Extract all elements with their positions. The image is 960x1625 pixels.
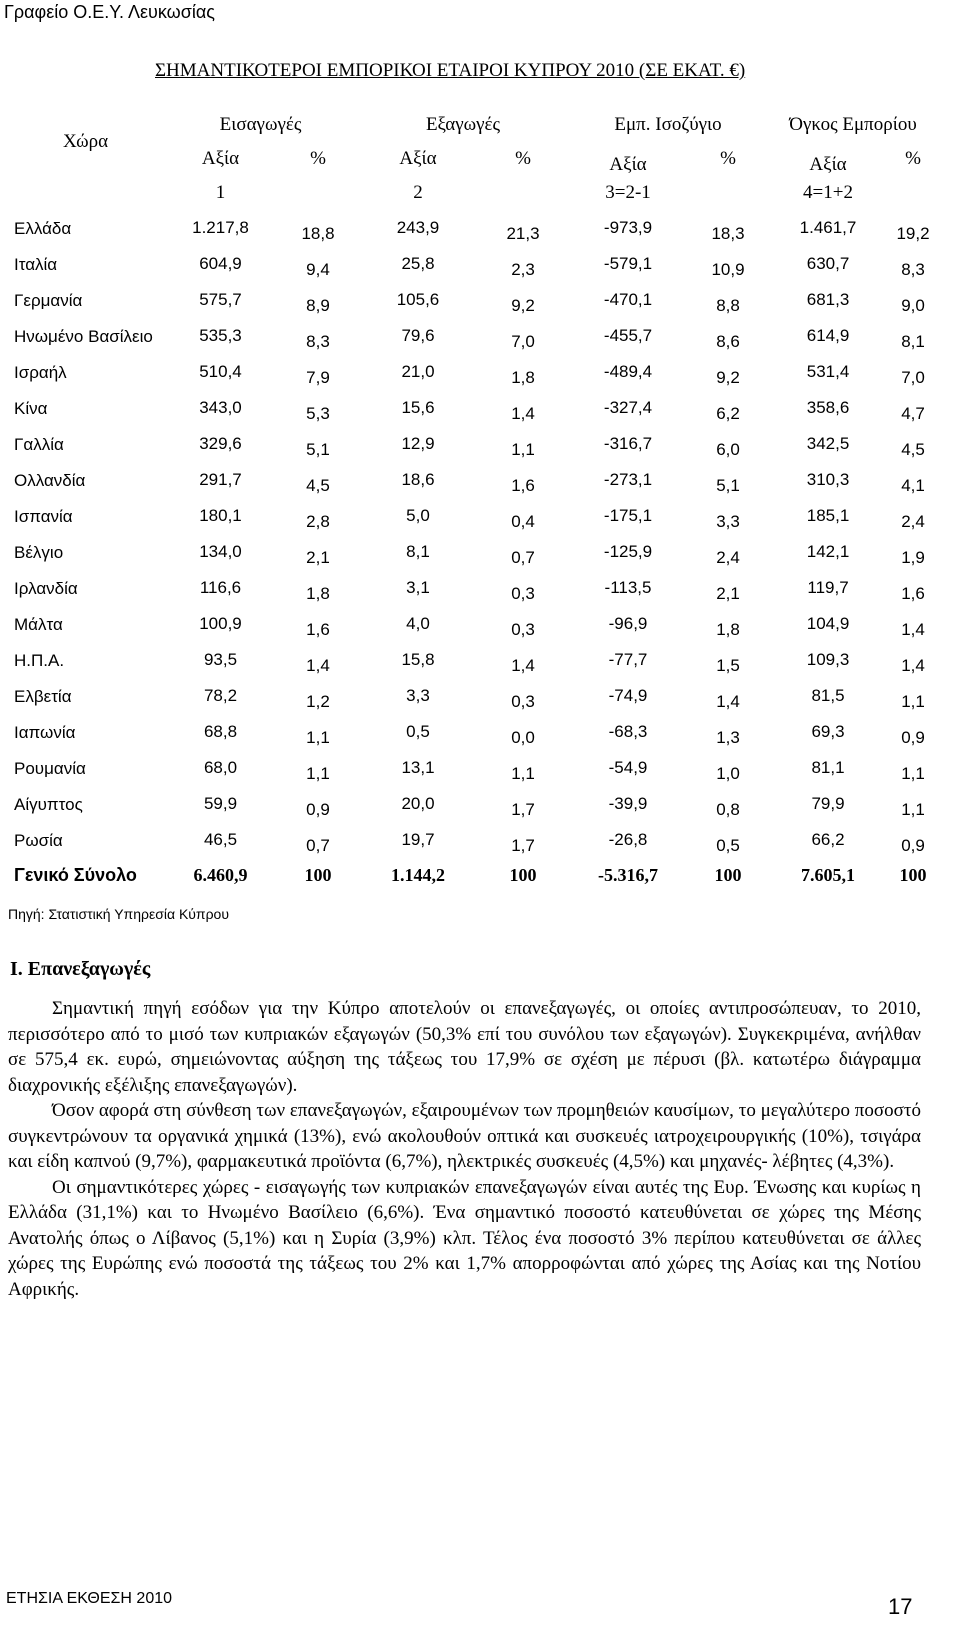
pct-cell: 0,9 [901, 836, 925, 855]
value-cell: 13,1 [401, 758, 435, 777]
value-cell: 531,4 [806, 362, 850, 381]
pct-cell: 1,9 [901, 548, 925, 567]
value-cell: 119,7 [807, 578, 849, 597]
value-cell: -68,3 [608, 722, 648, 741]
value-cell: -26,8 [608, 830, 648, 849]
value-cell: 15,6 [401, 398, 435, 417]
value-cell: 69,3 [811, 722, 845, 741]
volume-header: Όγκος Εμπορίου [789, 114, 917, 135]
value-cell: -455,7 [603, 326, 653, 345]
pct-cell: 1,4 [901, 656, 925, 675]
value-cell: 59,9 [203, 794, 238, 813]
imports-pct-label: % [310, 148, 326, 169]
pct-cell: 5,1 [716, 476, 740, 495]
value-cell: 343,0 [199, 398, 242, 417]
exports-formula: 2 [413, 182, 423, 203]
value-cell: 109,3 [806, 650, 850, 669]
value-cell: -113,5 [604, 578, 652, 597]
pct-cell: 9,2 [716, 368, 740, 387]
value-cell: 0,5 [406, 722, 430, 741]
group-header-row [8, 108, 938, 142]
formula-row [8, 176, 938, 210]
value-cell: 1.217,8 [192, 218, 249, 237]
table-row [8, 498, 938, 534]
imports-formula: 1 [215, 182, 226, 203]
value-cell: 68,0 [203, 758, 238, 777]
value-cell: 93,5 [203, 650, 238, 669]
pct-cell: 1,1 [901, 764, 925, 783]
country-cell: Κίνα [14, 398, 48, 418]
paragraph: Οι σημαντικότερες χώρες - εισαγωγής των κυπριακών επανεξαγωγών είναι αυτές της Ευρ. Ένωσης και κυρίως η Ελλάδα (31,1%) και το Ηνωμένο Βασίλειο (6,6%). Ένα σημαντικό ποσοστό κατευθύνεται σε χώρες της Μέσης Ανατολής όπως ο Λίβανος (5,1%) και η Συρία (3,9%) κλπ. Τέλος ένα ποσοστό 3% περίπου κατευθύνεται σε άλλες χώρες της Ευρώπης ενώ ποσοστά της τάξεως του 2% και 1,7% απορροφώνται από χώρες της Ασίας και της Νοτίου Αφρικής. [8, 1176, 921, 1300]
value-cell: 358,6 [806, 398, 850, 417]
country-cell: Ιταλία [14, 254, 58, 274]
country-cell: Ισραήλ [14, 362, 67, 382]
pct-cell: 10,9 [711, 260, 745, 279]
value-cell: -77,7 [608, 650, 648, 669]
country-header: Χώρα [62, 131, 109, 152]
paragraph: Όσον αφορά στη σύνθεση των επανεξαγωγών, εξαιρουμένων των προμηθειών καυσίμων, το μεγαλύτερο ποσοστό συγκεντρώνουν τα οργανικά χημικά (13%), ενώ ακολουθούν οπτικά και συσκευές ιατροχειρουργικής (10%), τσιγάρα και είδη καπνού (9,7%), φαρμακευτικά προϊόντα (6,7%), ηλεκτρικές συσκευές (4,5%) και μηχανές- λέβητες (4,3%). [8, 1100, 921, 1172]
value-cell: -5.316,7 [598, 864, 659, 885]
pct-cell: 100 [509, 864, 537, 885]
value-cell: 291,7 [199, 470, 242, 489]
page-number: 17 [888, 1594, 913, 1619]
country-cell: Γαλλία [14, 434, 64, 454]
pct-cell: 1,2 [306, 692, 330, 711]
value-cell: -579,1 [603, 254, 653, 273]
value-cell: 342,5 [806, 434, 850, 453]
exports-header: Εξαγωγές [425, 114, 501, 135]
pct-cell: 1,1 [511, 440, 535, 459]
value-cell: -54,9 [608, 758, 648, 777]
volume-pct-label: % [905, 148, 921, 169]
pct-cell: 8,6 [716, 332, 740, 351]
pct-cell: 1,5 [716, 656, 740, 675]
value-cell: 185,1 [806, 506, 850, 525]
pct-cell: 8,3 [306, 332, 330, 351]
value-cell: 630,7 [806, 254, 850, 273]
value-cell: -316,7 [603, 434, 653, 453]
value-cell: 68,8 [203, 722, 238, 741]
pct-cell: 1,4 [901, 620, 925, 639]
pct-cell: 1,8 [511, 368, 535, 387]
value-cell: 142,1 [806, 542, 850, 561]
table-row [8, 282, 938, 318]
pct-cell: 0,9 [306, 800, 330, 819]
value-cell: 116,6 [199, 578, 242, 597]
pct-cell: 1,4 [511, 404, 535, 423]
balance-value-label: Αξία [609, 154, 647, 175]
table-row [8, 750, 938, 786]
value-cell: 180,1 [199, 506, 242, 525]
country-cell: Αίγυπτος [14, 794, 83, 814]
pct-cell: 2,3 [511, 260, 535, 279]
value-cell: 20,0 [401, 794, 435, 813]
value-cell: 12,9 [401, 434, 435, 453]
pct-cell: 1,4 [716, 692, 740, 711]
pct-cell: 8,1 [901, 332, 925, 351]
section-title: Ι. Επανεξαγωγές [10, 958, 151, 980]
pct-cell: 7,0 [511, 332, 535, 351]
pct-cell: 1,0 [716, 764, 740, 783]
pct-cell: 4,5 [901, 440, 925, 459]
table-row [8, 786, 938, 822]
pct-cell: 1,6 [511, 476, 535, 495]
table-row [8, 570, 938, 606]
value-cell: 78,2 [203, 686, 238, 705]
pct-cell: 19,2 [896, 224, 930, 243]
value-cell: -470,1 [603, 290, 653, 309]
table-row [8, 318, 938, 354]
value-cell: 19,7 [401, 830, 435, 849]
pct-cell: 21,3 [506, 224, 540, 243]
value-cell: 8,1 [406, 542, 430, 561]
pct-cell: 8,3 [901, 260, 925, 279]
volume-formula: 4=1+2 [803, 182, 853, 203]
balance-header: Εμπ. Ισοζύγιο [614, 114, 722, 135]
table-row [8, 534, 938, 570]
country-cell: Μάλτα [14, 614, 63, 634]
pct-cell: 6,0 [716, 440, 740, 459]
pct-cell: 0,3 [511, 620, 535, 639]
country-cell: Ισπανία [14, 506, 73, 526]
pct-cell: 7,9 [306, 368, 330, 387]
page-footer: ΕΤΗΣΙΑ ΕΚΘΕΣΗ 2010 [6, 1590, 173, 1607]
pct-cell: 1,8 [716, 620, 740, 639]
table-row [8, 390, 938, 426]
pct-cell: 2,1 [306, 548, 330, 567]
value-cell: 104,9 [806, 614, 850, 633]
country-cell: Ελβετία [14, 686, 72, 706]
value-cell: 614,9 [806, 326, 850, 345]
pct-cell: 1,1 [306, 764, 330, 783]
value-cell: 329,6 [199, 434, 242, 453]
value-cell: 81,5 [811, 686, 845, 705]
pct-cell: 0,4 [511, 512, 535, 531]
value-cell: 510,4 [199, 362, 242, 381]
value-cell: 100,9 [199, 614, 242, 633]
pct-cell: 0,3 [511, 584, 535, 603]
pct-cell: 5,3 [306, 404, 330, 423]
value-cell: -74,9 [608, 686, 648, 705]
pct-cell: 1,1 [306, 728, 330, 747]
table-row [8, 606, 938, 642]
table-row [8, 642, 938, 678]
pct-cell: 1,6 [306, 620, 330, 639]
pct-cell: 18,3 [711, 224, 745, 243]
table-row [8, 678, 938, 714]
total-row [8, 858, 938, 892]
pct-cell: 1,1 [901, 692, 925, 711]
pct-cell: 1,8 [306, 584, 330, 603]
value-cell: 575,7 [199, 290, 242, 309]
pct-cell: 0,5 [716, 836, 740, 855]
table-row [8, 426, 938, 462]
value-cell: 5,0 [406, 506, 430, 525]
pct-cell: 0,9 [901, 728, 925, 747]
pct-cell: 8,9 [306, 296, 330, 315]
pct-cell: 4,7 [901, 404, 925, 423]
country-cell: Ολλανδία [14, 470, 86, 490]
table-row [8, 462, 938, 498]
value-cell: 1.461,7 [799, 218, 857, 237]
pct-cell: 7,0 [901, 368, 925, 387]
value-cell: -273,1 [603, 470, 653, 489]
country-cell: Βέλγιο [14, 542, 64, 562]
pct-cell: 0,8 [716, 800, 740, 819]
value-cell: 25,8 [401, 254, 435, 273]
country-cell: Ιαπωνία [14, 722, 76, 742]
pct-cell: 0,7 [511, 548, 535, 567]
balance-pct-label: % [720, 148, 736, 169]
value-cell: 134,0 [199, 542, 242, 561]
value-cell: 105,6 [396, 290, 440, 309]
pct-cell: 3,3 [716, 512, 740, 531]
pct-cell: 0,0 [511, 728, 535, 747]
pct-cell: 9,0 [901, 296, 925, 315]
value-cell: 243,9 [396, 218, 440, 237]
value-cell: 3,1 [406, 578, 430, 597]
value-cell: -125,9 [603, 542, 653, 561]
pct-cell: 2,4 [716, 548, 740, 567]
value-cell: 79,6 [401, 326, 435, 345]
country-cell: Γερμανία [14, 290, 83, 310]
pct-cell: 0,3 [511, 692, 535, 711]
pct-cell: 100 [899, 864, 927, 885]
pct-cell: 4,5 [306, 476, 330, 495]
country-cell: Γενικό Σύνολο [14, 864, 137, 885]
value-cell: 3,3 [406, 686, 430, 705]
value-cell: 46,5 [203, 830, 238, 849]
value-cell: 310,3 [806, 470, 850, 489]
pct-cell: 2,8 [306, 512, 330, 531]
volume-value-label: Αξία [809, 154, 847, 175]
country-cell: Ιρλανδία [14, 578, 78, 598]
value-cell: 6.460,9 [193, 864, 248, 885]
table-row [8, 246, 938, 282]
pct-cell: 1,4 [511, 656, 535, 675]
country-cell: Η.Π.Α. [14, 650, 65, 670]
imports-value-label: Αξία [201, 148, 240, 169]
imports-header: Εισαγωγές [219, 114, 302, 135]
value-cell: -489,4 [603, 362, 653, 381]
balance-formula: 3=2-1 [605, 182, 651, 203]
country-cell: Ρουμανία [14, 758, 86, 778]
value-cell: 18,6 [401, 470, 435, 489]
pct-cell: 1,1 [511, 764, 535, 783]
value-cell: -327,4 [603, 398, 653, 417]
country-cell: Ηνωμένο Βασίλειο [14, 326, 153, 346]
paragraph: Σημαντική πηγή εσόδων για την Κύπρο αποτελούν οι επανεξαγωγές, οι οποίες αντιπροσώπευαν, το 2010, περισσότερο από το μισό των κυπριακών εξαγωγών (50,3% επί του συνόλου των εξαγωγών). Συγκεκριμένα, ανήλθαν σε 575,4 εκ. ευρώ, σημειώνοντας αύξηση της τάξεως του 17,9% σε σχέση με πέρυσι (βλ. κατωτέρω διάγραμμα διαχρονικής εξέλιξης επανεξαγωγών). [8, 998, 921, 1096]
pct-cell: 1,7 [511, 800, 535, 819]
country-cell: Ρωσία [14, 830, 63, 850]
pct-cell: 1,3 [716, 728, 740, 747]
pct-cell: 1,1 [901, 800, 925, 819]
pct-cell: 1,6 [901, 584, 925, 603]
pct-cell: 18,8 [301, 224, 335, 243]
pct-cell: 100 [714, 864, 742, 885]
pct-cell: 100 [304, 864, 332, 885]
pct-cell: 9,4 [306, 260, 330, 279]
table-title: ΣΗΜΑΝΤΙΚΟΤΕΡΟΙ ΕΜΠΟΡΙΚΟΙ ΕΤΑΙΡΟΙ ΚΥΠΡΟΥ 2010 (ΣΕ ΕΚΑΤ. €) [155, 60, 746, 81]
value-cell: -175,1 [603, 506, 653, 525]
exports-value-label: Αξία [399, 148, 437, 169]
pct-cell: 2,4 [901, 512, 925, 531]
value-cell: 7.605,1 [801, 864, 856, 885]
value-cell: 681,3 [806, 290, 850, 309]
table-row [8, 354, 938, 390]
pct-cell: 1,4 [306, 656, 330, 675]
value-cell: 79,9 [811, 794, 845, 813]
pct-cell: 0,7 [306, 836, 330, 855]
value-cell: -973,9 [603, 218, 653, 237]
pct-cell: 8,8 [716, 296, 740, 315]
value-cell: -96,9 [608, 614, 648, 633]
value-cell: 604,9 [199, 254, 242, 273]
value-cell: 81,1 [811, 758, 845, 777]
page-header: Γραφείο Ο.Ε.Υ. Λευκωσίας [4, 2, 215, 22]
value-cell: 15,8 [401, 650, 435, 669]
pct-cell: 5,1 [306, 440, 330, 459]
pct-cell: 2,1 [716, 584, 740, 603]
country-cell: Ελλάδα [14, 218, 72, 238]
pct-cell: 6,2 [716, 404, 740, 423]
source-note: Πηγή: Στατιστική Υπηρεσία Κύπρου [8, 906, 229, 922]
trade-partners-table [8, 108, 938, 892]
pct-cell: 4,1 [901, 476, 925, 495]
table-row [8, 210, 938, 246]
value-cell: 21,0 [401, 362, 435, 381]
pct-cell: 1,7 [511, 836, 535, 855]
body-text [8, 996, 921, 1302]
value-cell: 1.144,2 [391, 864, 445, 885]
table-row [8, 714, 938, 750]
value-cell: 4,0 [406, 614, 430, 633]
pct-cell: 9,2 [511, 296, 535, 315]
exports-pct-label: % [515, 148, 531, 169]
table-row [8, 822, 938, 858]
value-cell: -39,9 [608, 794, 648, 813]
value-cell: 535,3 [199, 326, 242, 345]
value-cell: 66,2 [811, 830, 845, 849]
